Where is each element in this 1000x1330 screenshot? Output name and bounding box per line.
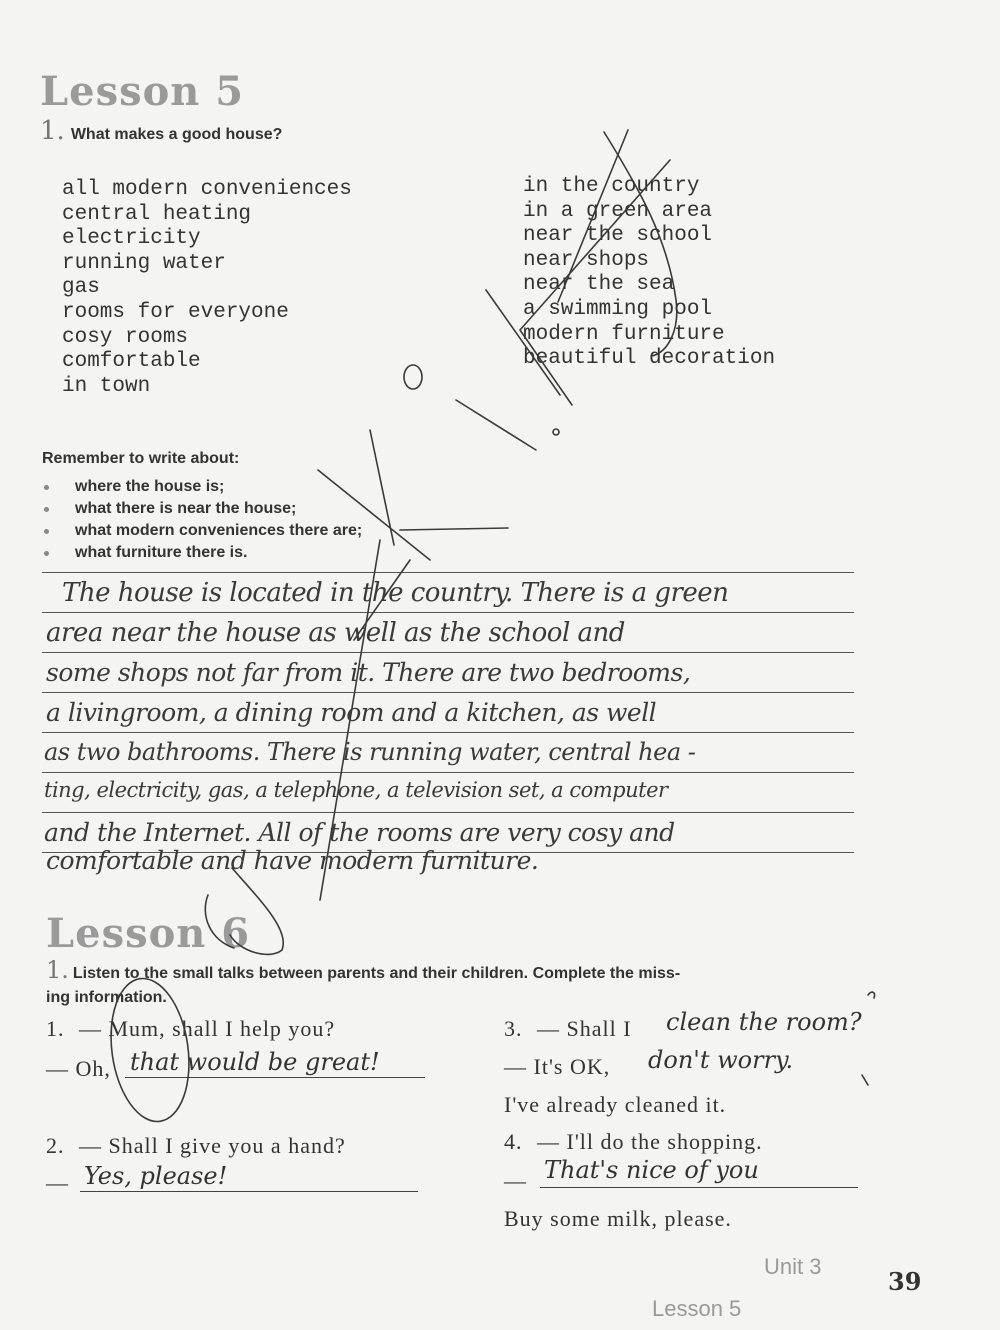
pen-stroke bbox=[862, 1075, 868, 1085]
ruled-line bbox=[42, 732, 854, 733]
list-item: in the country bbox=[523, 175, 700, 198]
lesson6-exercise-header bbox=[46, 958, 866, 1010]
dialogue-2-answer: Yes, please! bbox=[84, 1162, 228, 1190]
list-item: central heating bbox=[62, 202, 252, 226]
lesson5-title: Lesson 5 bbox=[40, 68, 245, 115]
pen-stroke bbox=[370, 430, 394, 545]
dialogue-3-line2: — It's OK, bbox=[504, 1054, 611, 1079]
answer-line bbox=[540, 1187, 858, 1188]
dialogue-2-line1: 2. — Shall I give you a hand? bbox=[46, 1133, 346, 1158]
list-item: comfortable bbox=[62, 350, 201, 374]
list-item: in town bbox=[62, 374, 151, 398]
answer-line bbox=[125, 1077, 425, 1078]
dialogue-4-answer: That's nice of you bbox=[544, 1156, 759, 1184]
dialogue-4-line1: 4. — I'll do the shopping. bbox=[504, 1129, 763, 1154]
dialogue-number: 2. bbox=[46, 1133, 65, 1158]
exercise-number: 1. bbox=[46, 956, 69, 984]
handwritten-line: and the Internet. All of the rooms are very cosy and bbox=[44, 818, 675, 847]
pen-stroke bbox=[404, 365, 422, 389]
list-item: in a green area bbox=[523, 199, 713, 223]
dialogue-number: 4. bbox=[504, 1129, 523, 1154]
list-item: near the sea bbox=[523, 273, 675, 297]
list-item: rooms for everyone bbox=[62, 300, 289, 324]
ruled-line bbox=[42, 572, 854, 573]
remember-list bbox=[44, 476, 362, 564]
list-item: beautiful decoration bbox=[523, 347, 776, 371]
exercise-prompt: Listen to the small talks between parents and their children. Complete the miss- bbox=[72, 965, 681, 982]
dialogue-1-line1: 1. — Mum, shall I help you? bbox=[46, 1016, 336, 1041]
dialogue-number: 1. bbox=[46, 1016, 65, 1041]
page-number: 39 bbox=[888, 1267, 922, 1296]
pen-stroke bbox=[868, 992, 875, 998]
pen-stroke bbox=[400, 528, 508, 530]
pen-stroke bbox=[456, 400, 536, 450]
list-item: where the house is; bbox=[44, 476, 362, 498]
list-item: near shops bbox=[523, 248, 650, 272]
lesson5-exercise-header bbox=[40, 116, 282, 146]
exercise-number: 1. bbox=[40, 116, 65, 146]
bullet-icon bbox=[44, 485, 49, 490]
pen-stroke bbox=[553, 429, 559, 435]
word-list-left bbox=[62, 178, 352, 399]
ruled-line bbox=[42, 612, 854, 613]
ruled-line bbox=[42, 772, 854, 773]
bullet-icon bbox=[44, 507, 49, 512]
dialogue-2-line2: — bbox=[46, 1170, 69, 1195]
dialogue-1-answer: that would be great! bbox=[130, 1048, 380, 1076]
lesson6-title: Lesson 6 bbox=[46, 910, 251, 957]
dialogue-3-line3: I've already cleaned it. bbox=[504, 1092, 727, 1117]
footer-lesson: Lesson 5 bbox=[652, 1296, 742, 1321]
remember-heading: Remember to write about: bbox=[42, 450, 240, 467]
bullet-icon bbox=[44, 529, 49, 534]
list-item: what furniture there is. bbox=[44, 542, 362, 564]
handwritten-line: ting, electricity, gas, a telephone, a television set, a computer bbox=[44, 778, 668, 802]
list-item: electricity bbox=[62, 227, 201, 251]
handwritten-line: some shops not far from it. There are two bedrooms, bbox=[46, 658, 691, 687]
handwritten-line: area near the house as well as the school and bbox=[46, 618, 625, 648]
list-item: what there is near the house; bbox=[44, 498, 362, 520]
dialogue-3-answer-1: clean the room? bbox=[666, 1008, 862, 1036]
list-item: cosy rooms bbox=[62, 325, 189, 349]
bullet-icon bbox=[44, 551, 49, 556]
list-item: all modern conveniences bbox=[62, 178, 352, 201]
answer-line bbox=[80, 1191, 418, 1192]
ruled-line bbox=[42, 692, 854, 693]
dialogue-1-line2: — Oh, bbox=[46, 1056, 111, 1081]
exercise-prompt: What makes a good house? bbox=[70, 126, 283, 143]
list-item: near the school bbox=[523, 224, 713, 248]
handwritten-line: comfortable and have modern furniture. bbox=[46, 846, 539, 875]
dialogue-3-line1: 3. — Shall I bbox=[504, 1016, 632, 1041]
list-item: gas bbox=[62, 276, 100, 300]
ruled-line bbox=[42, 652, 854, 653]
dialogue-3-answer-2: don't worry. bbox=[648, 1046, 794, 1074]
footer-unit: Unit 3 bbox=[764, 1254, 822, 1279]
word-list-right bbox=[523, 175, 775, 372]
ruled-line bbox=[42, 812, 854, 813]
list-item: what modern conveniences there are; bbox=[44, 520, 362, 542]
list-item: running water bbox=[62, 251, 226, 275]
dialogue-4-line2: — bbox=[504, 1168, 527, 1193]
handwritten-line: The house is located in the country. There is a green bbox=[62, 578, 729, 608]
exercise-prompt-continued: ing information. bbox=[46, 989, 167, 1006]
handwritten-line: a livingroom, a dining room and a kitchen, as well bbox=[46, 698, 657, 727]
list-item: modern furniture bbox=[523, 322, 725, 346]
dialogue-number: 3. bbox=[504, 1016, 523, 1041]
dialogue-4-line3: Buy some milk, please. bbox=[504, 1206, 732, 1231]
handwritten-line: as two bathrooms. There is running water, central hea - bbox=[44, 738, 696, 766]
list-item: a swimming pool bbox=[523, 297, 713, 321]
